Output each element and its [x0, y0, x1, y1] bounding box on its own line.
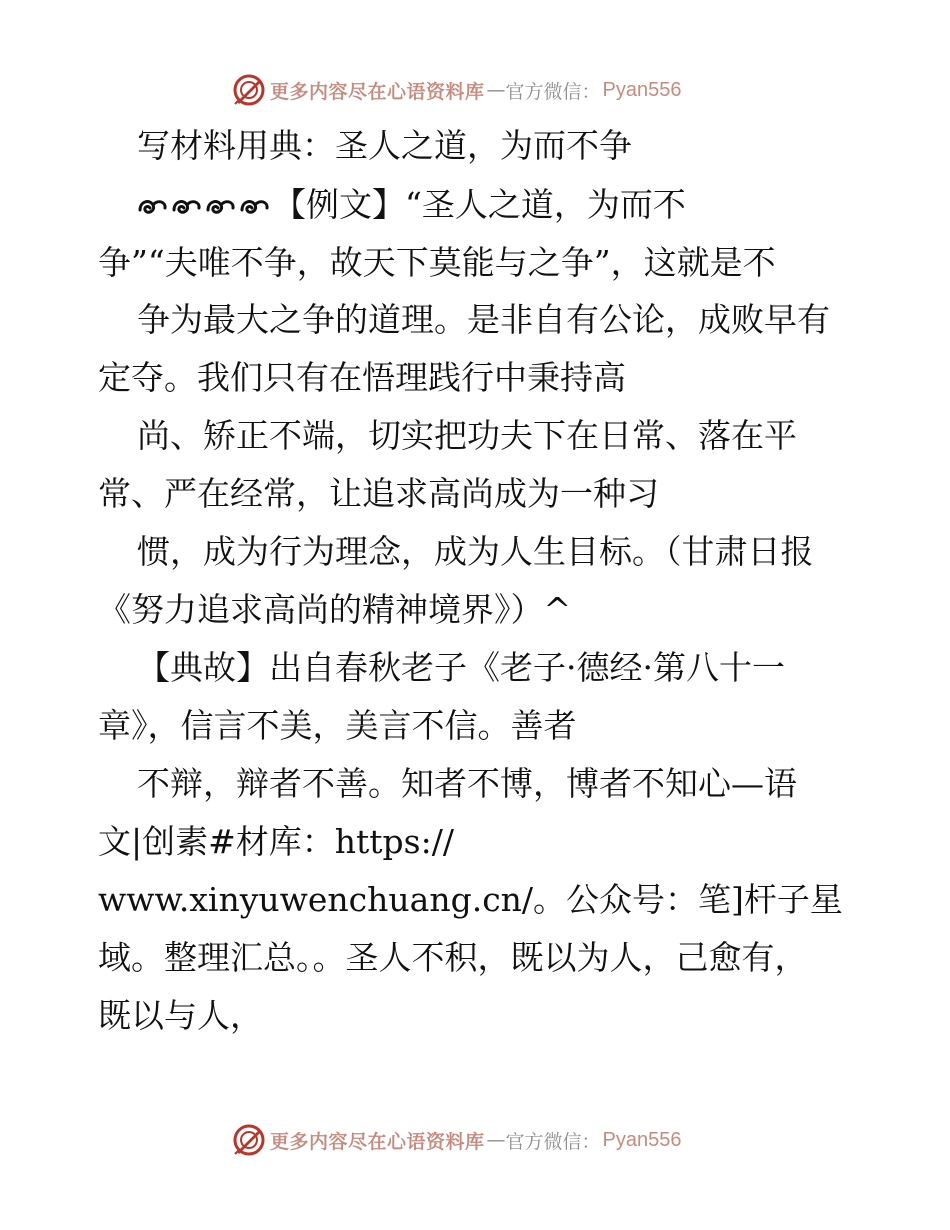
header-title: 更多内容尽在心语资料库 [270, 80, 485, 103]
swirl-ornament-icon [205, 196, 236, 218]
footer-official-label: 官方微信： [505, 1130, 601, 1153]
body-line-14: www.xinyuwenchuang.cn/。公众号：笔]杆子星 [98, 880, 843, 919]
page-footer [0, 1120, 950, 1160]
pen-logo-icon [232, 1123, 266, 1157]
body-line-4: 争为最大之争的道理。是非自有公论，成败早有 [137, 300, 830, 339]
footer-separator: — [486, 1129, 506, 1151]
header-wechat-id: Pyan556 [602, 78, 682, 101]
header-official-label: 官方微信： [505, 80, 601, 103]
footer-banner [232, 1122, 682, 1158]
body-line-6: 尚、矫正不端，切实把功夫下在日常、落在平 [137, 416, 797, 455]
body-line-2-text: 【例文】“圣人之道，为而不 [273, 185, 686, 224]
body-line-5: 定夺。我们只有在悟理践行中秉持高 [98, 358, 626, 397]
footer-title: 更多内容尽在心语资料库 [270, 1130, 485, 1153]
header-banner [232, 72, 682, 108]
pen-logo-icon [232, 73, 266, 107]
body-line-13: 文|创素#材库：https:// [98, 822, 454, 861]
body-line-16: 既以与人， [98, 996, 263, 1035]
body-line-8: 惯，成为行为理念，成为人生目标。（甘肃日报 [137, 532, 814, 571]
body-line-3: 争”“夫唯不争，故天下莫能与之争”，这就是不 [98, 243, 776, 282]
page-header [0, 70, 950, 110]
header-separator: — [486, 79, 506, 101]
body-line-12: 不辩，辩者不善。知者不博，博者不知心—语 [137, 764, 797, 803]
body-line-10: 【典故】出自春秋老子《老子·德经·第八十一 [137, 648, 785, 687]
swirl-ornament-icon [137, 196, 168, 218]
footer-wechat-id: Pyan556 [602, 1128, 682, 1151]
swirl-ornament-icon [171, 196, 202, 218]
body-line-15: 域。整理汇总。。圣人不积，既以为人，己愈有， [98, 938, 808, 977]
swirl-ornament-icon [239, 196, 270, 218]
body-line-9: 《努力追求高尚的精神境界》）^ [98, 590, 572, 629]
body-line-7: 常、严在经常，让追求高尚成为一种习 [98, 474, 659, 513]
body-line-1: 写材料用典：圣人之道，为而不争 [137, 126, 632, 165]
body-line-11: 章》，信言不美，美言不信。善者 [98, 706, 577, 745]
body-line-2 [137, 183, 686, 227]
